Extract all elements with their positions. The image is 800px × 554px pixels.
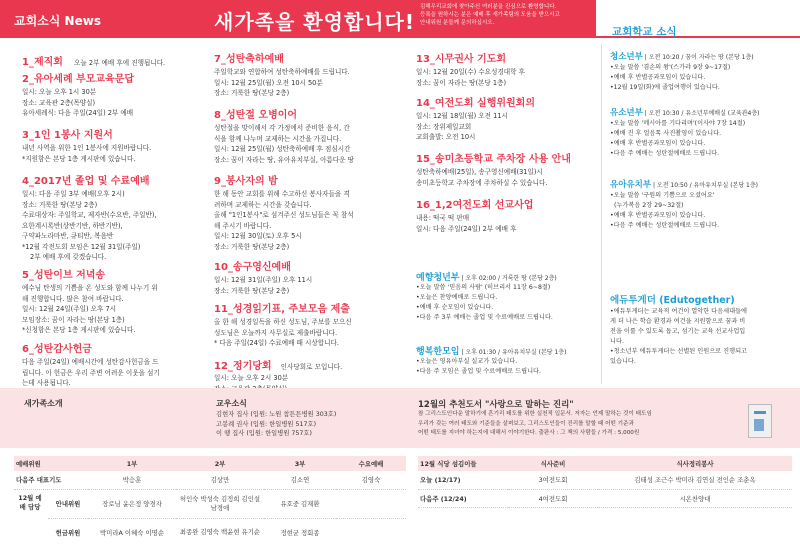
- news-item-line: 는데 사용됩니다.: [22, 379, 71, 387]
- youth-block-line: •오늘은 찬양예배로 드립니다.: [416, 294, 498, 301]
- news-item-line: 장소: 꿈이 자라는 땅(본당 1층): [416, 78, 507, 87]
- offering-cell: 정현균 정회종: [280, 528, 320, 537]
- prayer-label: 다음주 대표기도: [14, 471, 88, 489]
- school-group-line: •12월 19일(화)에 졸업여행이 있습니다.: [610, 84, 720, 91]
- youth-block-meta: | 오후 01:30 / 유아유치부실 (본당 1층): [459, 349, 567, 356]
- news-item-line: 장소: 꿈이 자라는 땅, 유아유치부실, 아름다운 땅: [214, 155, 355, 164]
- news-item-line: 수료대상자: 주일학교, 제자반(수요반, 주일반),: [22, 211, 157, 219]
- news-item-line: 올해 "1인1봉사"로 섬겨주신 성도님들은 꼭 참석: [214, 211, 354, 219]
- news-item-line: 한 해 동안 교회를 위해 수고하신 봉사자들을 격: [214, 190, 350, 198]
- news-item-line: 요한계시록반(상반기반, 하반기반),: [22, 221, 123, 230]
- news-item-line: * 다음 주일(24일) 수료예배 때 시상합니다.: [214, 339, 339, 347]
- news-item-title: 5_성탄이브 저녁송: [22, 270, 106, 281]
- news-item-title: 2_유아세례 부모교육문답: [22, 74, 135, 85]
- news-item: [22, 50, 165, 70]
- duty-label: 12월 예배 담당: [18, 494, 42, 511]
- ushers-cell: [336, 490, 406, 518]
- news-item-line: 일시: 12월 30일(토) 오후 5시: [214, 232, 302, 240]
- news-item-line: 2부 예배 후에 갖겠습니다.: [30, 253, 107, 261]
- news-item-line: *신청함은 본당 1층 게시판에 있습니다.: [22, 326, 136, 334]
- condolence-line: 고봉례 권사 (입원: 한일병원 517호): [216, 420, 317, 428]
- book-description: [418, 410, 652, 439]
- news-item-line: 예수님 탄생의 기쁨을 온 성도와 함께 나누기 위: [22, 284, 158, 292]
- service-header-cell: 예배위원: [14, 456, 88, 471]
- news-item: [214, 300, 352, 349]
- meal-prep-cell: 4여전도회: [508, 489, 598, 507]
- news-item-line: 장소: 교육관 2층(목양실): [22, 98, 96, 107]
- news-item-line: 해 주시기 바랍니다.: [214, 221, 272, 230]
- ushers-cell: 유호중 김재환: [264, 490, 336, 518]
- book-title: [418, 398, 574, 410]
- school-group-kinder: [610, 178, 758, 231]
- news-item: [416, 94, 535, 143]
- edutogether-line: 니다.: [610, 338, 624, 345]
- book-cover-image: [748, 404, 772, 438]
- youth-block-line: •다음 주 3부 예배는 졸업 및 수료예배로 드립니다.: [416, 314, 553, 321]
- service-table-header: [14, 456, 406, 471]
- school-group-line: •오늘 말씀 '구원의 기쁨으로 오셨어요': [610, 192, 715, 199]
- meal-header-cell: 식사준비: [508, 456, 598, 471]
- news-item-line: 식을 함께 나누며 교제하는 시간을 가집니다.: [214, 134, 342, 143]
- service-header-cell: 수요예배: [336, 456, 406, 471]
- news-item-line: 장소: 장위제일교회: [416, 122, 472, 131]
- school-title: 교회학교 소식: [612, 26, 677, 38]
- book-line: 우리가 갖는 여러 태도와 기준들을 살펴보고, 그리스도인들이 진리를 말할 때 어떤 기준과: [418, 420, 634, 427]
- news-item-line: 일시: 12월 25일(월) 성탄축하예배 후 점심시간: [214, 145, 351, 153]
- school-group-line: •예배 후 반별공과모임이 있습니다.: [610, 74, 706, 81]
- news-item-line: 성탄축하예배(25일), 송구영신예배(31일)시: [416, 168, 543, 176]
- news-item-line: 송미초등학교 주차장에 주차하실 수 있습니다.: [416, 178, 548, 187]
- news-item-title: 12_정기당회: [214, 361, 272, 372]
- youth-block-line: •오늘은 영유아부실 실교가 있습니다.: [416, 358, 518, 365]
- offering-cell: 박미라A 이혜숙 이명순: [100, 528, 164, 537]
- news-item-title: 1_제직회: [22, 57, 63, 68]
- duty-table: [48, 490, 406, 546]
- news-item-line: 교회출발: 오전 10시: [416, 133, 476, 141]
- news-item-title: 7_성탄축하예배: [214, 54, 284, 65]
- news-item: [214, 172, 354, 252]
- news-item-title: 13_시무권사 기도회: [416, 54, 507, 65]
- book-title-quote: "사랑으로 말하는 진리": [485, 400, 574, 410]
- school-group-line: •예배 후 반별공과모임이 있습니다.: [610, 212, 706, 219]
- book-line: 어떤 태도를 지녀야 하는지에 대해서 이야기한다. 출판사 : 그 책의 사람들 / 가격 : 5,000원: [418, 430, 640, 436]
- news-item: [416, 196, 533, 234]
- news-item-line: 일시: 오늘 오후 2시 30분: [214, 374, 289, 382]
- news-item-line: 일시: 12월 24일(주일) 오후 7시: [22, 305, 117, 313]
- youth-block-line: •예배 후 순모임이 있습니다.: [416, 304, 494, 311]
- service-header-cell: 3부: [264, 456, 336, 471]
- news-item-line: 장소: 거룩한 땅(본당 2층): [22, 200, 98, 209]
- news-item-line: 오늘 2부 예배 후에 진행됩니다.: [74, 59, 166, 67]
- news-item-title: 15_송미초등학교 주차장 사용 안내: [416, 154, 571, 165]
- welcome-note: [420, 3, 590, 27]
- prayer-cell: 김영숙: [336, 471, 406, 489]
- table-row: [48, 490, 406, 518]
- news-item: [22, 172, 157, 263]
- school-group-meta: | 오전 10:50 / 유아유치부실 (본당 1층): [651, 182, 759, 189]
- news-item-title: 3_1인 1봉사 지원서: [22, 130, 113, 141]
- meal-cleanup-cell: 시온찬양대: [598, 489, 792, 507]
- welcome-title: 새가족을 환영합니다!: [214, 10, 415, 34]
- edutogether-line: 게 더 나은 학습 환경과 여건을 지원함으로 꿈과 비: [610, 318, 746, 325]
- youth-block-line: •오늘 말씀 '믿음의 사람' (히브리서 11장 6~8절): [416, 284, 551, 291]
- prayer-cell: 박승훈: [88, 471, 176, 489]
- school-group-meta: | 오전 10:20 / 꿈이 자라는 땅 (본당 1층): [642, 54, 754, 61]
- condolence-line: 이 땡 집사 (입원: 한일병원 757호): [216, 430, 312, 437]
- youth-block-title: [416, 344, 566, 357]
- news-item: [22, 70, 134, 119]
- youth-block-meta: | 오후 02:00 / 거룩한 땅 (본당 2층): [459, 275, 557, 282]
- school-group-youth: [610, 50, 754, 93]
- news-item-line: 일시: 다음 주일(24일) 2부 예배 후: [416, 224, 517, 233]
- youth-block-line: •다음 주 모임은 졸업 및 수료예배로 드립니다.: [416, 368, 542, 375]
- news-item-line: 구약파노라마반, 큐티반, 복음반: [22, 232, 114, 240]
- condolence-line: 김현자 집사 (입원: 노원 참튼튼병원 303호): [216, 411, 337, 418]
- news-item: [214, 50, 350, 99]
- news-item-line: 장소: 거룩한 땅(본당 2층): [214, 286, 290, 295]
- edutogether-line: 전을 이룰 수 있도록 돕고, 섬기는 교육 선교사업입: [610, 328, 746, 335]
- school-group-meta: | 오전 10:30 / 유소년부예배실 (교육관4층): [642, 110, 760, 117]
- condolence-title: 교우소식: [216, 399, 247, 408]
- service-header-cell: 1부: [88, 456, 176, 471]
- edutogether-line: 있습니다.: [610, 358, 636, 365]
- news-item-line: 주일학교와 연합하여 성탄축하예배를 드립니다.: [214, 68, 350, 76]
- edutogether-line: •청소년부 에듀투게더는 선별된 인원으로 진행되고: [610, 348, 748, 355]
- news-item-line: 일시: 오늘 오후 1시 30분: [22, 88, 97, 96]
- meal-row-label: 오늘 (12/17): [418, 471, 508, 489]
- meal-header-cell: 12월 식당 섬김이들: [418, 456, 508, 471]
- edutogether-block: [610, 292, 747, 367]
- news-section-title: 교회소식 News: [14, 14, 101, 28]
- news-item-line: 올 한 해 성경일독을 하신 성도님, 주보를 모으신: [214, 318, 352, 326]
- meal-table: [418, 456, 792, 508]
- ushers-cell: 허인숙 박성숙 김정희 김인설 남경애: [176, 490, 264, 518]
- column-divider: [601, 44, 602, 384]
- school-group-line: •예배 진 후 얼음톡 사진촬영이 있습니다.: [610, 130, 722, 137]
- school-group-line: (누가복음 2장 29~32절): [614, 202, 684, 209]
- news-item-line: 내년 사역을 위한 1인 1봉사에 지원바랍니다.: [22, 144, 152, 152]
- table-row: [14, 471, 406, 489]
- news-item-line: 해 진행합니다. 많은 참여 바랍니다.: [22, 294, 124, 303]
- school-group-name: 청소년부: [610, 52, 643, 62]
- news-item-line: 성도님은 오늘까지 사무실로 제출바랍니다.: [214, 328, 338, 337]
- meal-header-cell: 식사정리봉사: [598, 456, 792, 471]
- youth-block-yehyang: [416, 270, 557, 323]
- meal-row-label: 다음주 (12/24): [418, 489, 508, 507]
- news-item-line: 립니다. 이 헌금은 우리 주변 어려운 이웃을 섬기: [22, 368, 160, 377]
- news-item-title: 4_2017년 졸업 및 수료예배: [22, 176, 150, 187]
- news-item: [22, 340, 160, 389]
- news-item-line: 모임장소: 꿈이 자라는 땅(본당 1층): [22, 315, 125, 324]
- news-item-line: *12월 각전도회 모임은 12월 31일(주일): [22, 242, 141, 251]
- condolence-list: [216, 410, 336, 439]
- welcome-line: 김해우리교회에 찾아주신 여러분을 진심으로 환영합니다.: [420, 4, 557, 10]
- service-header-cell: 2부: [176, 456, 264, 471]
- book-title-prefix: 12월의 추천도서: [418, 400, 483, 410]
- news-item: [214, 106, 354, 165]
- table-row: [418, 471, 792, 489]
- welcome-line: 등록을 원하시는 분은 예배 후 새가족팀의 도움을 받으시고: [420, 12, 560, 18]
- news-item: [22, 126, 151, 164]
- news-item: [214, 258, 312, 296]
- prayer-cell: 김소연: [264, 471, 336, 489]
- meal-cleanup-cell: 김태성 조근수 박미라 김연실 전인순 조춘옥: [598, 471, 792, 489]
- school-group-line: •오늘 말씀 '겸손의 왕'(스가랴 9장 9~17절): [610, 64, 731, 71]
- news-item-line: 일시: 12월 20일(수) 수요성경대학 후: [416, 68, 525, 76]
- school-group-name: 유소년부: [610, 108, 643, 118]
- news-item: [22, 266, 158, 336]
- meal-table-header: [418, 456, 792, 471]
- prayer-cell: 김상만: [176, 471, 264, 489]
- service-table: [14, 456, 406, 490]
- news-item-title: 6_성탄감사헌금: [22, 344, 92, 355]
- offering-label: 헌금위원: [55, 528, 81, 537]
- youth-block-title: [416, 270, 557, 283]
- news-item-line: 려하며 교제하는 시간을 갖습니다.: [214, 200, 312, 209]
- news-item-line: 일시: 12월 18일(월) 오전 11시: [416, 112, 508, 120]
- news-item-line: 다음 주일(24일) 예배시간에 성탄감사헌금을 드: [22, 358, 159, 366]
- news-item-line: 유아세례식: 다음 주일(24일) 2부 예배: [22, 109, 134, 117]
- welcome-line: 안내위원 분들께 문의하십시오.: [420, 20, 495, 26]
- table-row: [48, 518, 406, 546]
- news-item-line: 일시: 12월 31일(주일) 오후 11시: [214, 276, 313, 284]
- news-item-title: 16_1,2여전도회 선교사업: [416, 200, 534, 211]
- school-group-line: •다음 주 예배는 성탄절예배로 드립니다.: [610, 150, 720, 157]
- ushers-cell: 장로님 윤은정 양경자: [88, 490, 176, 518]
- news-item-line: *지원함은 본당 1층 게시판에 있습니다.: [22, 154, 136, 163]
- school-group-name: 유아유치부: [610, 180, 652, 190]
- news-item-line: 일시: 12월 25일(월) 오전 10시 50분: [214, 78, 323, 87]
- news-item-title-suffix: 인사당회로 모입니다.: [280, 363, 343, 371]
- offering-cell: [336, 518, 406, 546]
- news-item-line: 내용: 떡국 떡 판매: [416, 214, 470, 222]
- info-strip: [0, 388, 800, 448]
- school-group-line: •다음 주 예배는 성탄절예배로 드립니다.: [610, 222, 720, 229]
- news-item: [416, 150, 571, 188]
- school-group-line: •예배 후 반별공과모임이 있습니다.: [610, 140, 706, 147]
- offering-cell: 최종완 김영숙 백윤현 유기순: [179, 527, 261, 536]
- youth-block-happy: [416, 344, 566, 377]
- book-line: 참 그리스도인다운 말하기에 흔기리 태도를 위한 실천적 입문서. 저자는 언제 말하는 것이 태도임: [418, 411, 652, 417]
- newcomers-title: 새가족소개: [24, 399, 63, 408]
- news-item-title: 14_여전도회 실행위원회의: [416, 98, 535, 109]
- news-item-line: 일시: 다음 주일 3부 예배(오후 2시): [22, 190, 125, 198]
- news-item: [416, 50, 525, 88]
- news-item-line: 장소: 거룩한 땅(본당 2층): [214, 89, 290, 97]
- table-row: [418, 489, 792, 507]
- school-group-line: •오늘 말씀 '메시아를 기다리며'(이사야 7장 14절): [610, 120, 746, 127]
- news-item-line: 장소: 거룩한 땅(본당 2층): [214, 242, 290, 251]
- edutogether-title: 에듀투게더 (Edutogether): [610, 295, 735, 306]
- youth-block-name: 행복한모임: [416, 347, 460, 357]
- meal-prep-cell: 3여전도회: [508, 471, 598, 489]
- school-group-children: [610, 106, 759, 159]
- news-item-title: 8_성탄절 오병이어: [214, 110, 298, 121]
- youth-block-name: 예향청년부: [416, 273, 460, 283]
- edutogether-line: •에듀투게더는 교육적 여건이 열악한 다음세대들에: [610, 308, 748, 315]
- news-item-title: 11_성경읽기표, 주보모음 제출: [214, 304, 350, 315]
- news-item-title: 9_봉사자의 밤: [214, 176, 278, 187]
- ushers-label: 안내위원: [48, 490, 88, 518]
- news-item-line: 성탄절을 맞이해서 각 가정에서 준비한 음식, 간: [214, 124, 350, 132]
- news-item-title: 10_송구영신예배: [214, 262, 291, 273]
